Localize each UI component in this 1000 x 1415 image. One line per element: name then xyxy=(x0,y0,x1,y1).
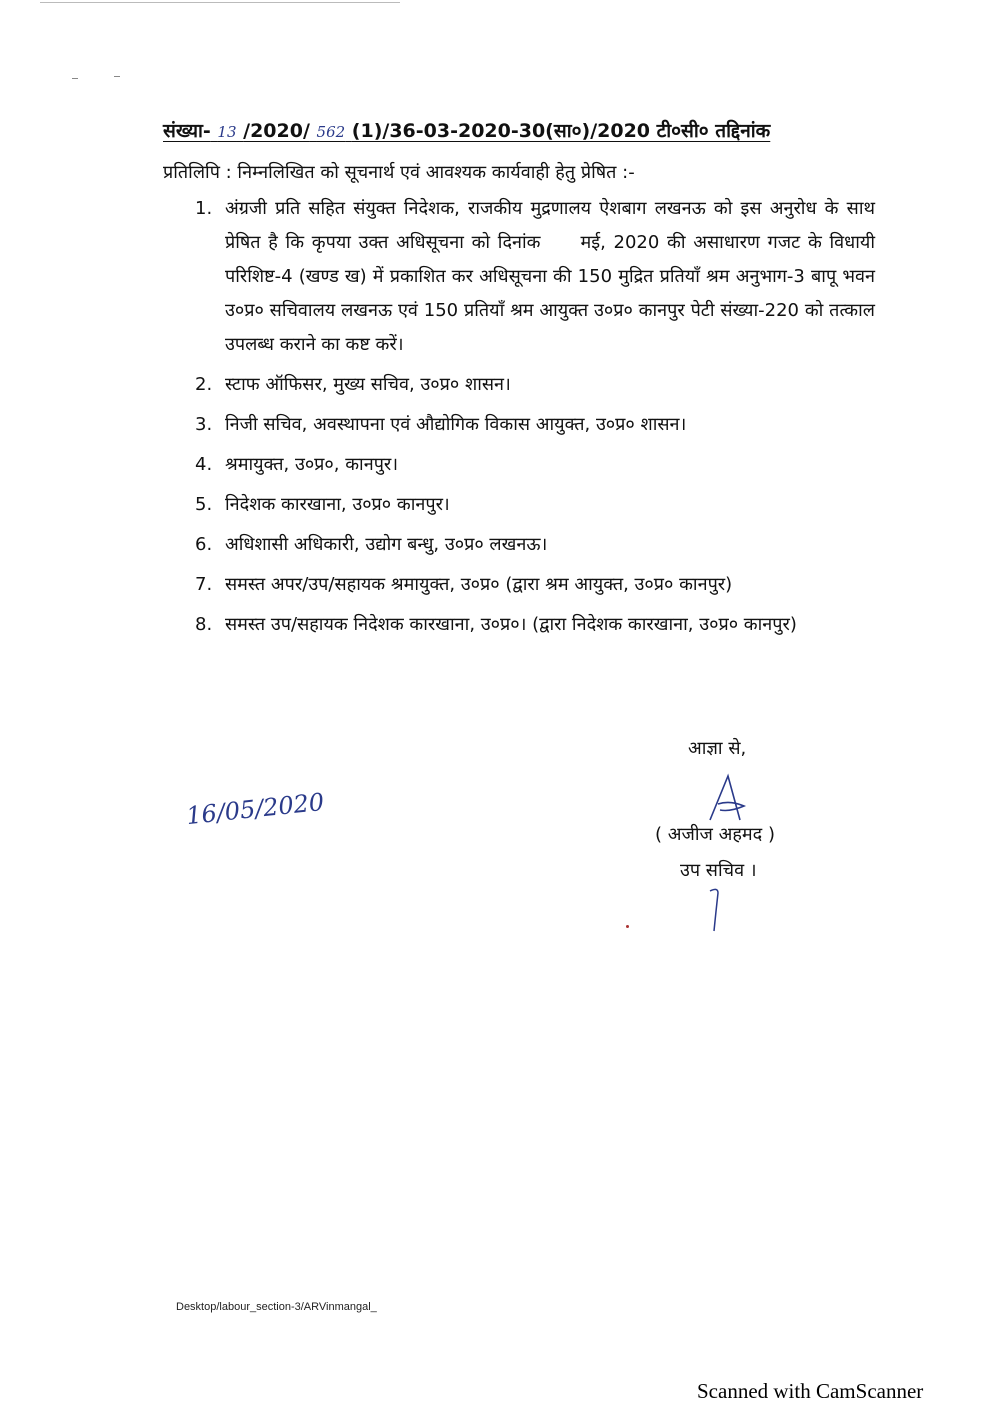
list-item xyxy=(195,368,875,402)
ink-dot xyxy=(626,925,629,928)
item-text-part-a: अंग्रजी प्रति सहित संयुक्त निदेशक, राजकीय मुद्रणालय ऐशबाग लखनऊ को इस अनुरोध के साथ प्रेषित है कि कृपया उक्त अधिसूचना को दिनांक xyxy=(225,198,875,253)
list-item xyxy=(195,528,875,562)
item-text: निजी सचिव, अवस्थापना एवं औद्योगिक विकास आयुक्त, उ०प्र० शासन। xyxy=(225,414,687,435)
scanner-watermark: Scanned with CamScanner xyxy=(697,1379,924,1403)
file-path-footer: Desktop/labour_section-3/ARVinmangal_ xyxy=(176,1301,377,1313)
list-item xyxy=(195,192,875,362)
list-item xyxy=(195,568,875,602)
item-number: 7. xyxy=(195,574,213,595)
list-item xyxy=(195,488,875,522)
list-item xyxy=(195,448,875,482)
top-edge-line xyxy=(40,2,400,3)
list-item xyxy=(195,408,875,442)
signatory-designation: उप सचिव । xyxy=(680,860,757,881)
reference-prefix: संख्या- xyxy=(163,120,211,142)
scan-speck xyxy=(114,76,120,77)
handwritten-number-2: 562 xyxy=(316,123,346,141)
signature-mark xyxy=(700,770,760,830)
by-order-text: आज्ञा से, xyxy=(688,738,747,759)
handwritten-number: 13 xyxy=(217,123,237,141)
item-number: 6. xyxy=(195,534,213,555)
signatory-name: ( अजीज अहमद ) xyxy=(655,824,775,845)
item-number: 3. xyxy=(195,414,213,435)
item-number: 8. xyxy=(195,614,213,635)
initial-tick-mark xyxy=(706,885,726,935)
item-number: 4. xyxy=(195,454,213,475)
item-text: अधिशासी अधिकारी, उद्योग बन्धु, उ०प्र० लखनऊ। xyxy=(225,534,548,555)
scan-speck xyxy=(72,78,78,79)
item-text-part-b: मई, 2020 की असाधारण गजट के विधायी परिशिष्ट-4 (खण्ड ख) में प्रकाशित कर अधिसूचना की 150 मुद्रित प्रतियाँ श्रम अनुभाग-3 बापू भवन उ०प्र० सचिवालय लखनऊ एवं 150 प्रतियाँ श्रम आयुक्त उ०प्र० कानपुर पेटी संख्या-220 को तत्काल उपलब्ध कराने का कष्ट करें। xyxy=(225,232,875,355)
item-text: श्रमायुक्त, उ०प्र०, कानपुर। xyxy=(225,454,399,475)
reference-part2: (1)/36-03-2020-30(सा०)/2020 टी०सी० तद्दिनांक xyxy=(351,120,771,142)
item-number: 1. xyxy=(195,198,213,219)
item-number: 2. xyxy=(195,374,213,395)
recipient-list xyxy=(195,192,875,648)
item-number: 5. xyxy=(195,494,213,515)
copy-intro: प्रतिलिपि : निम्नलिखित को सूचनार्थ एवं आवश्यक कार्यवाही हेतु प्रेषित :- xyxy=(163,162,635,183)
handwritten-date: 16/05/2020 xyxy=(184,787,326,831)
reference-number xyxy=(163,117,863,143)
item-text: स्टाफ ऑफिसर, मुख्य सचिव, उ०प्र० शासन। xyxy=(225,374,511,395)
item-text: समस्त उप/सहायक निदेशक कारखाना, उ०प्र०। (द्वारा निदेशक कारखाना, उ०प्र० कानपुर) xyxy=(225,614,797,635)
item-text: समस्त अपर/उप/सहायक श्रमायुक्त, उ०प्र० (द्वारा श्रम आयुक्त, उ०प्र० कानपुर) xyxy=(225,574,733,595)
item-text xyxy=(225,192,875,362)
item-text: निदेशक कारखाना, उ०प्र० कानपुर। xyxy=(225,494,450,515)
reference-part1: /2020/ xyxy=(243,120,310,142)
list-item xyxy=(195,608,875,642)
